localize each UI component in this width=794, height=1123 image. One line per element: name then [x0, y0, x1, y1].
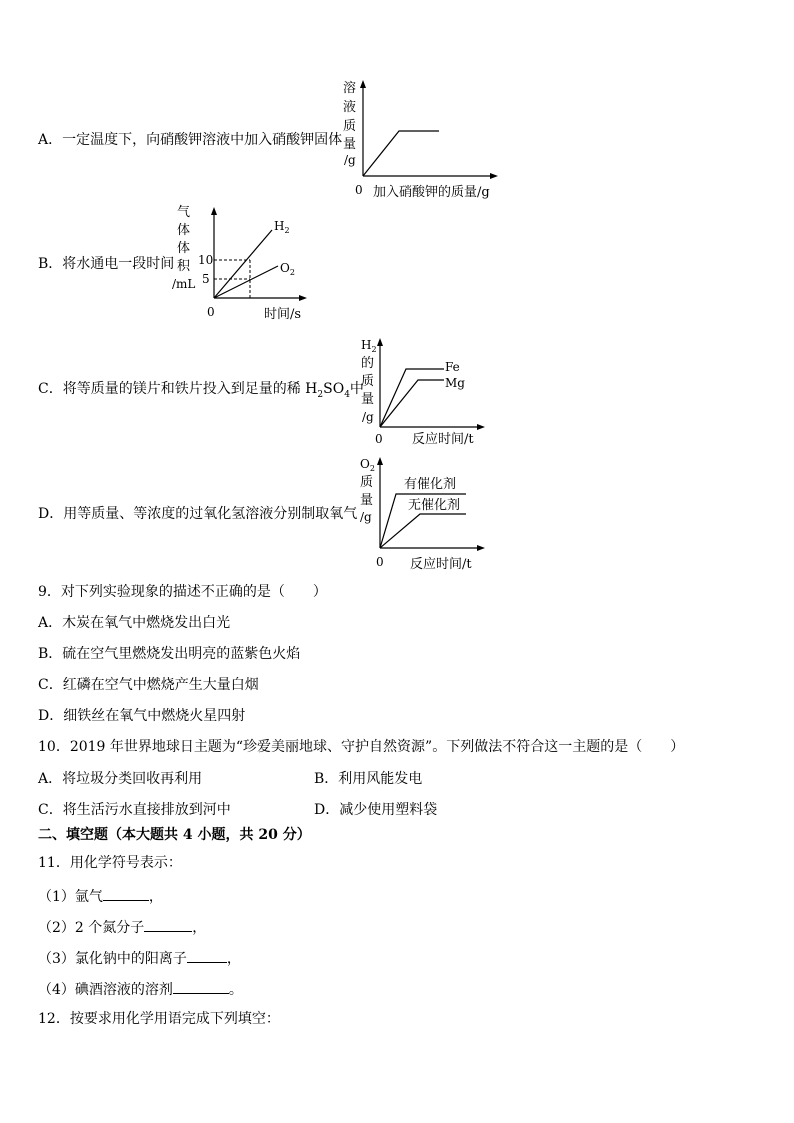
graph-d-nocatalyst-curve [380, 514, 466, 548]
option-a-text: A．一定温度下，向硝酸钾溶液中加入硝酸钾固体 [38, 132, 343, 148]
graph-a-ylabel-4: 量 [343, 137, 357, 152]
graph-a-ylabel-1: 溶 [343, 81, 357, 96]
graph-a-curve [363, 131, 439, 176]
q11-stem: 11．用化学符号表示： [38, 855, 182, 871]
graph-c-ylabel-unit: /g [362, 410, 374, 424]
graph-c-fe-label: Fe [445, 360, 460, 374]
q9-option-a: A．木炭在氧气中燃烧发出白光 [38, 615, 231, 631]
q11-item-4: （4）碘酒溶液的溶剂 。 [38, 979, 243, 999]
graph-b-origin: 0 [207, 305, 215, 319]
q10-option-c: C．将生活污水直接排放到河中 [38, 802, 231, 818]
option-c-text: C．将等质量的镁片和铁片投入到足量的稀 $H_2SO_4$中 [38, 381, 364, 400]
graph-b-h2-label: $H_2$ [274, 219, 290, 235]
q9-option-d: D．细铁丝在氧气中燃烧火星四射 [38, 708, 246, 724]
graph-b-h2-line [214, 230, 272, 298]
q10-option-a: A．将垃圾分类回收再利用 [38, 771, 203, 787]
q11-item-1: （1）氩气 ， [38, 886, 163, 906]
q10-stem: 10．2019 年世界地球日主题为“珍爱美丽地球、守护自然资源”。下列做法不符合这一主题的是（ ） [38, 739, 685, 755]
graph-b-ylabel-4: 积 [177, 259, 191, 274]
graph-b-ylabel-3: 体 [177, 241, 191, 256]
graph-c-ylabel-2: 质 [361, 374, 375, 389]
graph-b-ylabel-2: 体 [177, 223, 191, 238]
answer-blank-4[interactable] [173, 979, 229, 994]
graph-b-xlabel: 时间/s [264, 307, 302, 322]
graph-b-ylabel-unit: /mL [172, 277, 196, 291]
q12-stem: 12．按要求用化学用语完成下列填空： [38, 1011, 280, 1027]
answer-blank-3[interactable] [187, 948, 227, 963]
graph-c-ylabel-3: 量 [361, 392, 375, 407]
graph-b [168, 200, 318, 324]
graph-b-ylabel-1: 气 [177, 205, 191, 220]
graph-c-xlabel: 反应时间/t [412, 432, 474, 447]
graph-a-ylabel-unit: /g [344, 153, 356, 167]
section-heading: 二、填空题（本大题共 4 小题，共 20 分） [38, 827, 311, 843]
graph-d-ylabel-2: 量 [360, 493, 374, 508]
q11-item-3: （3）氯化钠中的阳离子 ， [38, 948, 241, 968]
q10-option-b: B．利用风能发电 [314, 771, 423, 787]
graph-a [335, 76, 505, 204]
graph-d-origin: 0 [376, 555, 384, 569]
graph-b-o2-line [214, 266, 278, 298]
graph-d-nocatalyst-label: 无催化剂 [408, 498, 461, 513]
graph-c-fe-curve [380, 369, 444, 427]
option-b-text: B．将水通电一段时间 [38, 256, 175, 272]
graph-c [356, 333, 496, 451]
option-d-text: D．用等质量、等浓度的过氧化氢溶液分别制取氧气 [38, 506, 358, 522]
graph-b-o2-label: $O_2$ [280, 261, 295, 277]
graph-d [356, 452, 496, 572]
graph-c-mg-curve [380, 380, 444, 427]
graph-c-mg-label: Mg [445, 376, 465, 390]
graph-d-ylabel-top: $O_2$ [360, 457, 375, 473]
graph-d-xlabel: 反应时间/t [410, 557, 472, 572]
q9-option-b: B．硫在空气里燃烧发出明亮的蓝紫色火焰 [38, 646, 301, 662]
graph-c-origin: 0 [375, 432, 383, 446]
graph-d-catalyst-label: 有催化剂 [404, 477, 457, 492]
answer-blank-2[interactable] [144, 917, 192, 932]
q9-stem: 9．对下列实验现象的描述不正确的是（ ） [38, 584, 327, 600]
q10-option-d: D．减少使用塑料袋 [314, 802, 438, 818]
answer-blank-1[interactable] [103, 886, 149, 901]
graph-b-tick-5: 5 [202, 272, 210, 286]
graph-d-ylabel-unit: /g [360, 510, 372, 524]
q11-item-2: （2）2 个氮分子 ， [38, 917, 206, 937]
graph-a-xlabel: 加入硝酸钾的质量/g [373, 185, 490, 200]
graph-a-origin: 0 [355, 183, 363, 197]
graph-d-ylabel-1: 质 [360, 475, 374, 490]
graph-a-ylabel-2: 液 [343, 100, 357, 115]
graph-c-ylabel-1: 的 [361, 356, 375, 371]
graph-b-tick-10: 10 [198, 253, 214, 267]
q9-option-c: C．红磷在空气中燃烧产生大量白烟 [38, 677, 259, 693]
graph-a-ylabel-3: 质 [343, 119, 357, 134]
graph-c-ylabel-top: $H_2$ [361, 338, 377, 354]
